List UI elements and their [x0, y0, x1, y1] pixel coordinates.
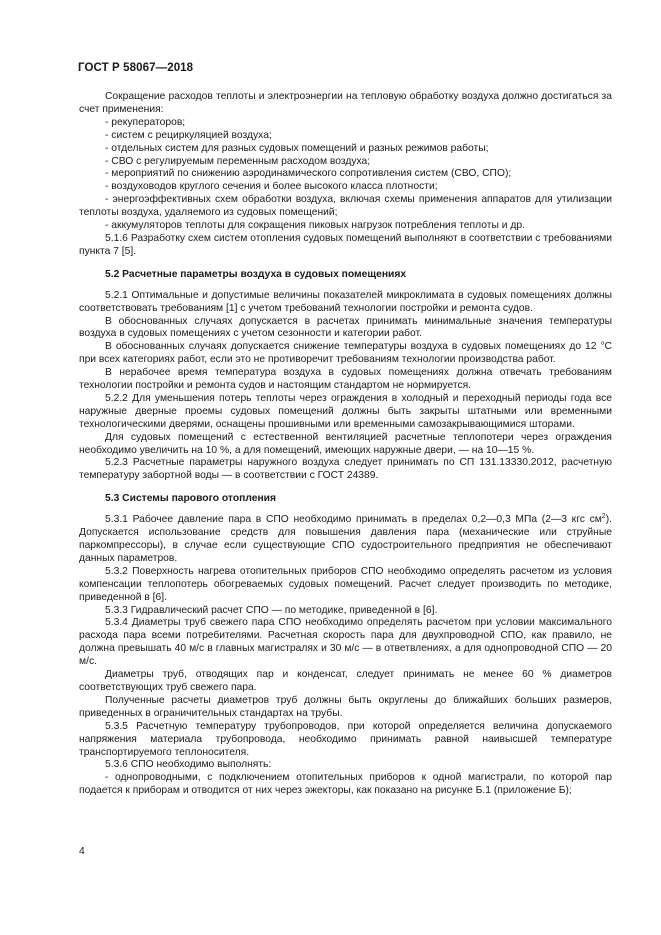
section-heading: 5.3 Системы парового отопления — [105, 493, 277, 505]
list-item: - СВО с регулируемым переменным расходом воздуха; — [105, 155, 371, 167]
document-header: ГОСТ Р 58067—2018 — [78, 62, 194, 74]
paragraph: Сокращение расходов теплоты и электроэнергии на тепловую обработку воздуха должно достигаться за счет применения: — [79, 91, 612, 115]
paragraph: 5.3.6 СПО необходимо выполнять: — [105, 759, 272, 771]
list-item: - воздуховодов круглого сечения и более высокого класса плотности; — [105, 181, 438, 193]
paragraph: 5.2.3 Расчетные параметры наружного воздуха следует принимать по СП 131.13330.2012, расчетную температуру забортной воды — в соответствии с ГОСТ 24389. — [79, 457, 612, 482]
paragraph: В обоснованных случаях допускается в расчетах принимать минимальные значения температуры воздуха в судовых помещениях с учетом сезонности и категории работ. — [79, 315, 612, 340]
paragraph: 5.3.5 Расчетную температуру трубопроводов, при которой определяется величина допускаемого напряжения материала трубопровода, необходимо принимать равной наивысшей температуре транспортируемого теплоносителя. — [79, 720, 612, 758]
paragraph: Полученные расчеты диаметров труб должны быть округлены до ближайших больших размеров, приведенных в ограничительных стандартах на трубы. — [79, 694, 612, 719]
paragraph: 5.1.6 Разработку схем систем отопления судовых помещений выполняют в соответствии с требованиями пункта 7 [5]. — [79, 232, 612, 257]
list-item: - рекуператоров; — [105, 116, 186, 128]
page-number: 4 — [79, 846, 85, 857]
list-item: - отдельных систем для разных судовых помещений и разных режимов работы; — [105, 142, 489, 154]
list-item: - аккумуляторов теплоты для сокращения пиковых нагрузок потребления теплоты и др. — [105, 220, 525, 232]
document-body — [79, 91, 612, 798]
paragraph — [79, 514, 612, 566]
paragraph: Диаметры труб, отводящих пар и конденсат, следует принимать не менее 60 % диаметров соответствующих труб свежего пара. — [79, 669, 612, 693]
superscript: 2 — [601, 513, 606, 521]
paragraph: 5.2.2 Для уменьшения потерь теплоты через ограждения в холодный и переходный периоды года все наружные дверные проемы судовых помещений должны быть закрыты штатными или временными технологическими дверями, оснащены прошивными или временными самозакрывающимися шторами. — [79, 392, 612, 430]
paragraph: В нерабочее время температура воздуха в судовых помещениях должна отвечать требованиям технологии постройки и ремонта судов и настоящим стандартом не нормируется. — [79, 367, 612, 392]
list-item: - систем с рециркуляцией воздуха; — [105, 129, 272, 141]
list-item: - однопроводными, с подключением отопительных приборов к одной магистрали, по которой пар подается к приборам и отводится от них через эжекторы, как показано на рисунке Б.1 (приложение Б); — [79, 772, 612, 797]
paragraph: В обоснованных случаях допускается снижение температуры воздуха в судовых помещениях до 12 °С при всех категориях работ, если это не противоречит требованиям технологии производства работ. — [79, 341, 612, 366]
paragraph: Для судовых помещений с естественной вентиляцией расчетные теплопотери через ограждения необходимо увеличить на 10 %, а для помещений, имеющих наружные двери, — на 10—15 %. — [79, 431, 612, 456]
paragraph: 5.3.2 Поверхность нагрева отопительных приборов СПО необходимо определять расчетом из условия компенсации теплопотерь обогреваемых судовых помещений. Расчет следует производить по методике, приведенной в [6]. — [79, 565, 612, 603]
paragraph-text: 5.3.1 Рабочее давление пара в СПО необходимо принимать в пределах 0,2—0,3 МПа (2—3 кгс см — [105, 514, 602, 526]
section-heading: 5.2 Расчетные параметры воздуха в судовых помещениях — [105, 268, 407, 280]
list-item: - энергоэффективных схем обработки воздуха, включая схемы применения аппаратов для утилизации теплоты воздуха, удаляемого из судовых помещений; — [79, 194, 612, 219]
list-item: - мероприятий по снижению аэродинамического сопротивления систем (СВО, СПО); — [105, 168, 512, 180]
paragraph-text: ). Допускается использование средств для повышения давления пара (механические или струйные паркомпрессоры), в случае если существующие СПО судостроительного предприятия не обеспечивают данных параметров. — [79, 514, 612, 564]
paragraph: 5.3.3 Гидравлический расчет СПО — по методике, приведенной в [6]. — [105, 604, 438, 616]
paragraph: 5.3.4 Диаметры труб свежего пара СПО необходимо определять расчетом при условии максимального расхода пара всеми потребителями. Расчетная скорость пара для двухпроводной СПО, как правило, не должна превышать 40 м/с в главных магистралях и 30 м/с — в ответвлениях, а для однопроводной СПО — 20 м/с. — [79, 617, 612, 668]
paragraph: 5.2.1 Оптимальные и допустимые величины показателей микроклимата в судовых помещениях должны соответствовать требованиям [1] с учетом требований технологии постройки и ремонта судов. — [79, 289, 612, 314]
